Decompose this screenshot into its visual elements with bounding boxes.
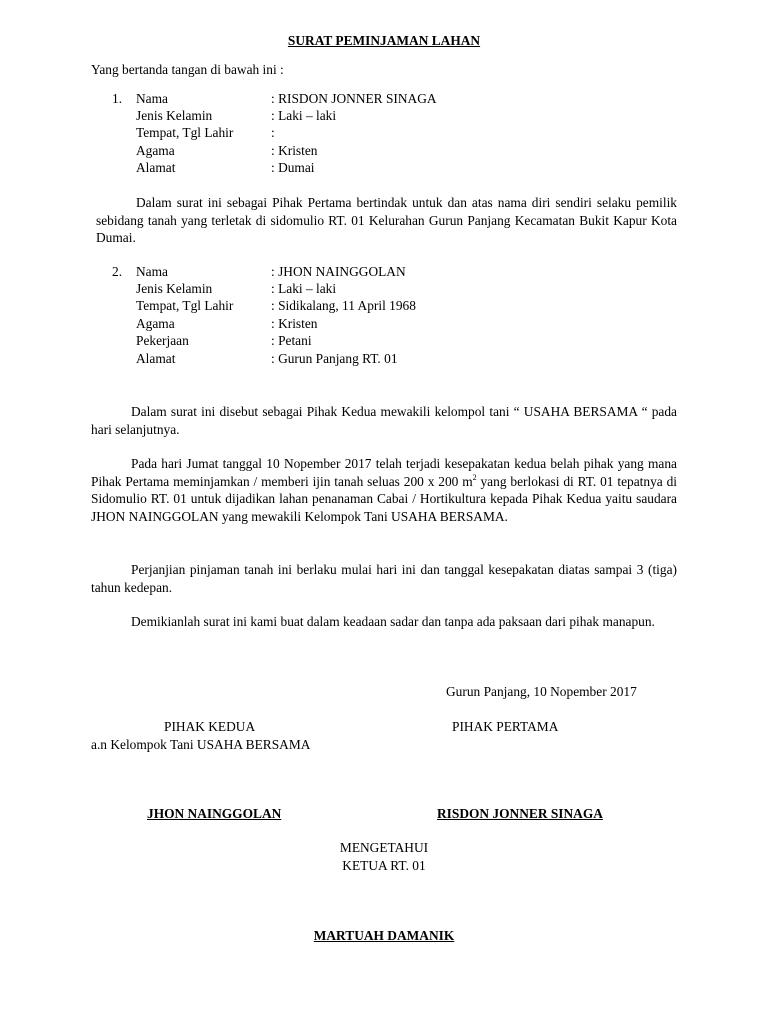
party2-number: 2.: [112, 264, 123, 279]
party2-value: : Kristen: [271, 316, 318, 331]
party2-value: : Gurun Panjang RT. 01: [271, 351, 398, 366]
party1-number: 1.: [112, 91, 123, 106]
party2-value: : JHON NAINGGOLAN: [271, 264, 406, 279]
witness-position: KETUA RT. 01: [342, 858, 426, 873]
party1-value: : Laki – laki: [271, 108, 337, 123]
intro-text: Yang bertanda tangan di bawah ini :: [91, 62, 284, 77]
agreement-paragraph: [91, 455, 677, 525]
place-date: Gurun Panjang, 10 Nopember 2017: [446, 684, 637, 699]
party2-label: Pekerjaan: [136, 333, 189, 348]
party1-label: Agama: [136, 143, 175, 158]
party1-value: :: [271, 125, 275, 140]
party2-label: Agama: [136, 316, 175, 331]
left-signer-role: PIHAK KEDUA: [164, 719, 256, 734]
party2-label: Tempat, Tgl Lahir: [136, 298, 234, 313]
party1-label: Nama: [136, 91, 168, 106]
left-signer-name: JHON NAINGGOLAN: [147, 806, 282, 821]
witness-name: MARTUAH DAMANIK: [313, 928, 455, 943]
agreement-text-rest: yang berlokasi di RT. 01 tepatnya di Sidomulio RT. 01 untuk dijadikan lahan penanaman Cabai / Hortikultura kepada Pihak Kedua yaitu saudara JHON NAINGGOLAN yang mewakili Kelompok Tani USAHA BERSAMA.: [91, 473, 677, 524]
superscript-two: 2: [472, 472, 477, 482]
agreement-text: Pada hari Jumat tanggal 10 Nopember 2017 telah terjadi kesepakatan kedua belah pihak yang mana Pihak Pertama meminjamkan / memberi ijin tanah seluas 200 x 200 m: [91, 456, 677, 489]
party2-value: : Petani: [271, 333, 312, 348]
party2-label: Alamat: [136, 351, 176, 366]
party2-label: Nama: [136, 264, 168, 279]
party2-value: : Laki – laki: [271, 281, 337, 296]
party1-label: Alamat: [136, 160, 176, 175]
duration-paragraph: Perjanjian pinjaman tanah ini berlaku mulai hari ini dan tanggal kesepakatan diatas sampai 3 (tiga) tahun kedepan.: [91, 562, 677, 595]
party1-value: : Kristen: [271, 143, 318, 158]
witness-label: MENGETAHUI: [339, 840, 429, 855]
right-signer-role: PIHAK PERTAMA: [452, 719, 559, 734]
party1-label: Tempat, Tgl Lahir: [136, 125, 234, 140]
party1-value: : Dumai: [271, 160, 315, 175]
party2-statement: Dalam surat ini disebut sebagai Pihak Kedua mewakili kelompol tani “ USAHA BERSAMA “ pada hari selanjutnya.: [91, 404, 677, 437]
right-signer-name: RISDON JONNER SINAGA: [437, 806, 603, 821]
left-signer-org: a.n Kelompok Tani USAHA BERSAMA: [91, 737, 311, 752]
party2-value: : Sidikalang, 11 April 1968: [271, 298, 416, 313]
party1-label: Jenis Kelamin: [136, 108, 213, 123]
party1-value: : RISDON JONNER SINAGA: [271, 91, 437, 106]
party1-statement: Dalam surat ini sebagai Pihak Pertama bertindak untuk dan atas nama diri sendiri selaku pemilik sebidang tanah yang terletak di sidomulio RT. 01 Kelurahan Gurun Panjang Kecamatan Bukit Kapur Kota Dumai.: [96, 195, 677, 245]
closing-paragraph: Demikianlah surat ini kami buat dalam keadaan sadar dan tanpa ada paksaan dari pihak manapun.: [131, 614, 655, 629]
party2-label: Jenis Kelamin: [136, 281, 213, 296]
letter-title: SURAT PEMINJAMAN LAHAN: [287, 33, 481, 48]
